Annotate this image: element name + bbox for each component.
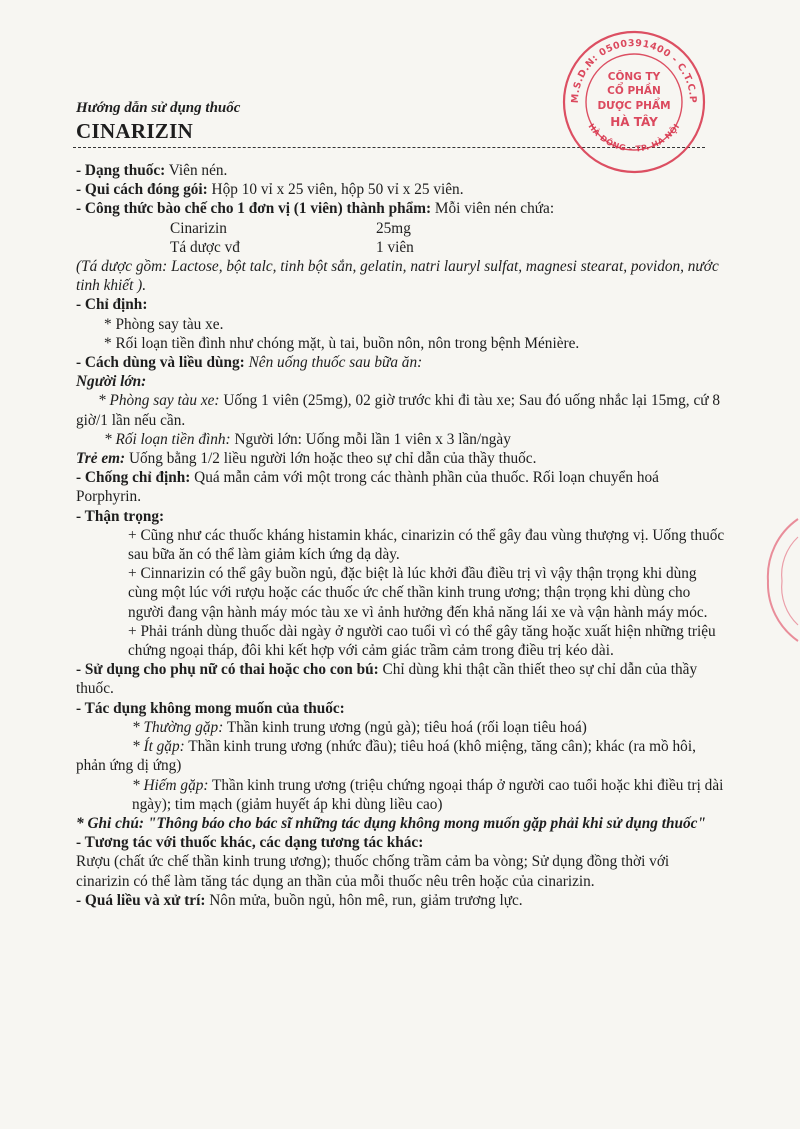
excipients-note: (Tá dược gồm: Lactose, bột talc, tinh bột sắn, gelatin, natri lauryl sulfat, magnesi stearat, povidon, nước tinh khiết ). [76, 258, 719, 295]
overdose: - Quá liều và xử trí: Nôn mửa, buồn ngủ, hôn mê, run, giảm trương lực. [76, 891, 523, 909]
child-dose: Trẻ em: Uống bằng 1/2 liều người lớn hoặc theo sự chỉ dẫn của thầy thuốc. [76, 450, 537, 468]
side-effects-note: * Ghi chú: "Thông báo cho bác sĩ những tác dụng không mong muốn gặp phải khi sử dụng thuốc" [76, 814, 706, 832]
pregnancy-lactation: - Sử dụng cho phụ nữ có thai hoặc cho con bú: Chỉ dùng khi thật cần thiết theo sự chỉ dẫn của thầy thuốc. [76, 661, 698, 698]
side-effects-heading: - Tác dụng không mong muốn của thuốc: [76, 699, 345, 717]
stamp-line-4: HÀ TÂY [610, 115, 658, 129]
adult-label: Người lớn: [76, 373, 147, 391]
stamp-line-1: CÔNG TY [607, 71, 661, 83]
stamp-bottom-text: HÀ ĐÔNG - TP. HÀ NỘI [586, 121, 682, 154]
side-effect-uncommon: * Ít gặp: Thần kinh trung ương (nhức đầu); tiêu hoá (khô miệng, tăng cân); khác (ra mồ hôi, phản ứng dị ứng) [76, 738, 696, 775]
adult-dose-motion-sickness: * Phòng say tàu xe: Uống 1 viên (25mg), 02 giờ trước khi đi tàu xe; Sau đó uống nhắc lại 15mg, cứ 8 giờ/1 lần nếu cần. [76, 392, 721, 429]
stamp-ring-text: M.S.D.N: 0500391400 - C.T.C.P [569, 37, 699, 104]
packaging: - Qui cách đóng gói: Hộp 10 vỉ x 25 viên, hộp 50 vỉ x 25 viên. [76, 181, 464, 199]
side-effect-rare: * Hiếm gặp: Thần kinh trung ương (triệu chứng ngoại tháp ở người cao tuổi hoặc khi điều trị dài ngày); tim mạch (giảm huyết áp khi dùng liều cao) [132, 776, 724, 813]
dosage-form: - Dạng thuốc: Viên nén. [76, 162, 228, 179]
document-subtitle: Hướng dẫn sử dụng thuốc [76, 100, 241, 116]
precautions-heading: - Thận trọng: [76, 507, 165, 525]
document-body [76, 161, 726, 910]
formula-heading: - Công thức bào chế cho 1 đơn vị (1 viên) thành phẩm: Mỗi viên nén chứa: [76, 200, 555, 218]
company-stamp [560, 28, 708, 176]
interactions-text: Rượu (chất ức chế thần kinh trung ương); thuốc chống trầm cảm ba vòng; Sử dụng đồng thời với cinarizin có thể làm tăng tác dụng an thần của mỗi thuốc nêu trên hoặc của cinarizin. [76, 853, 670, 890]
indications-heading: - Chỉ định: [76, 296, 148, 314]
document-title: CINARIZIN [76, 119, 194, 143]
indication-item: * Rối loạn tiền đình như chóng mặt, ù tai, buồn nôn, nôn trong bệnh Ménière. [104, 334, 580, 352]
usage-heading: - Cách dùng và liều dùng: Nên uống thuốc sau bữa ăn: [76, 354, 423, 372]
adult-dose-vestibular: * Rối loạn tiền đình: Người lớn: Uống mỗi lần 1 viên x 3 lần/ngày [104, 430, 511, 448]
precaution-item: + Phải tránh dùng thuốc dài ngày ở người cao tuổi vì có thể gây tăng hoặc xuất hiện những triệu chứng ngoại tháp, đôi khi kết hợp với cảm giác trầm cảm trong điều trị kéo dài. [128, 622, 716, 660]
formula-row: Cinarizin 25mg [170, 219, 411, 237]
side-effect-common: * Thường gặp: Thần kinh trung ương (ngủ gà); tiêu hoá (rối loạn tiêu hoá) [132, 718, 587, 736]
precaution-item: + Cũng như các thuốc kháng histamin khác, cinarizin có thể gây đau vùng thượng vị. Uống thuốc sau bữa ăn có thể làm giảm kích ứng dạ dày. [128, 526, 725, 564]
formula-row: Tá dược vđ 1 viên [170, 238, 414, 256]
indication-item: * Phòng say tàu xe. [104, 315, 224, 333]
stamp-line-3: DƯỢC PHẨM [597, 100, 671, 112]
stamp-line-2: CỔ PHẦN [607, 85, 661, 97]
contraindications: - Chống chỉ định: Quá mẫn cảm với một trong các thành phần của thuốc. Rối loạn chuyển hoá Porphyrin. [76, 469, 659, 506]
interactions-heading: - Tương tác với thuốc khác, các dạng tương tác khác: [76, 834, 424, 852]
precaution-item: + Cinnarizin có thể gây buồn ngủ, đặc biệt là lúc khởi đầu điều trị vì vậy thận trọng khi dùng cùng một lúc với rượu hoặc các thuốc ức chế thần kinh trung ương; thận trọng khi dùng cho người đang vận hành máy móc tàu xe vì ảnh hưởng đến khả năng lái xe và vận hành máy móc. [128, 565, 708, 621]
edge-stamp-fragment [758, 515, 800, 645]
